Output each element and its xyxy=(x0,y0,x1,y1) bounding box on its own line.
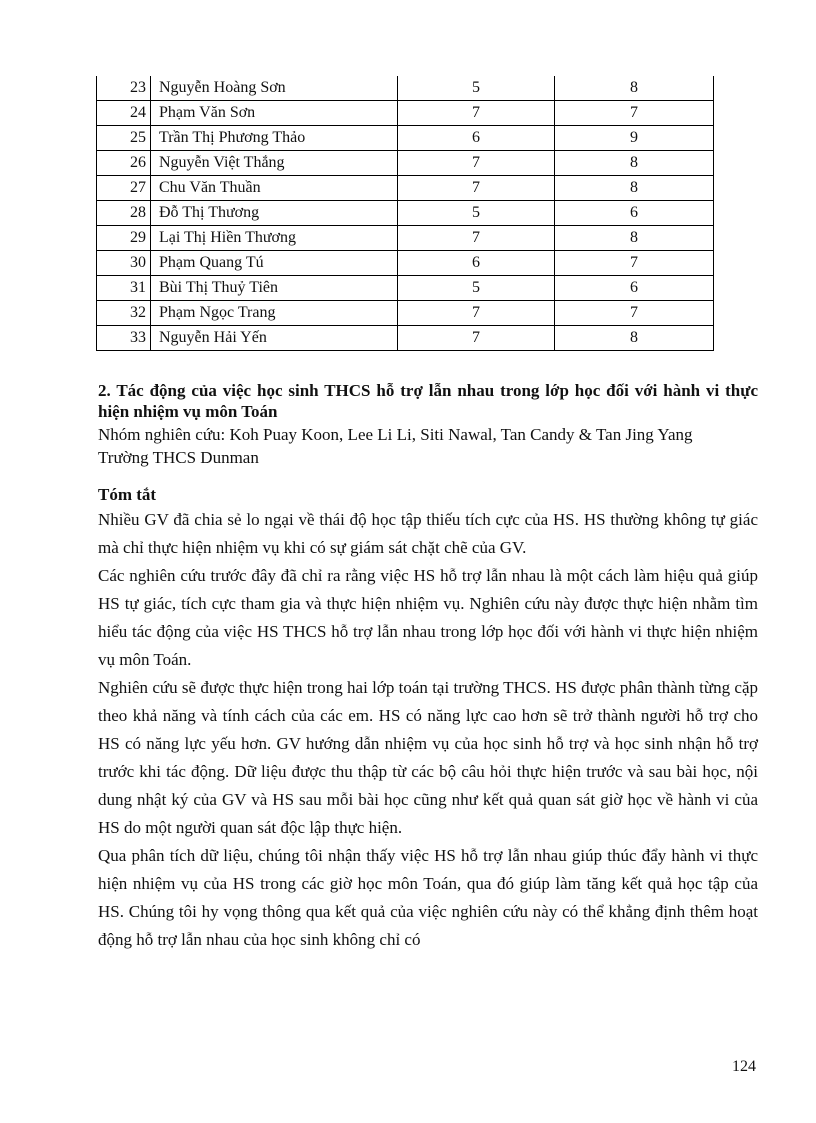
score-before: 5 xyxy=(398,276,555,301)
student-name: Nguyễn Việt Thắng xyxy=(151,151,398,176)
student-name: Phạm Quang Tú xyxy=(151,251,398,276)
student-name: Nguyễn Hải Yến xyxy=(151,326,398,351)
score-after: 7 xyxy=(555,251,714,276)
score-after: 7 xyxy=(555,101,714,126)
table-row xyxy=(97,276,714,301)
table-row xyxy=(97,101,714,126)
score-after: 8 xyxy=(555,176,714,201)
row-number: 29 xyxy=(97,226,151,251)
row-number: 26 xyxy=(97,151,151,176)
table-row xyxy=(97,326,714,351)
table-row xyxy=(97,251,714,276)
score-after: 8 xyxy=(555,226,714,251)
score-after: 8 xyxy=(555,76,714,101)
summary-paragraph: Nghiên cứu sẽ được thực hiện trong hai lớp toán tại trường THCS. HS được phân thành từng cặp theo khả năng và tính cách của các em. HS có năng lực cao hơn sẽ trở thành người hỗ trợ cho HS có năng lực yếu hơn. GV hướng dẫn nhiệm vụ của học sinh hỗ trợ và học sinh nhận hỗ trợ trước khi tác động. Dữ liệu được thu thập từ các bộ câu hỏi thực hiện trước và sau bài học, nội dung nhật ký của GV và HS sau mỗi bài học cũng như kết quả quan sát giờ học về hành vi của HS do một người quan sát độc lập thực hiện. xyxy=(98,678,758,837)
row-number: 32 xyxy=(97,301,151,326)
table-row xyxy=(97,126,714,151)
summary-paragraph: Các nghiên cứu trước đây đã chỉ ra rằng việc HS hỗ trợ lẫn nhau là một cách làm hiệu quả giúp HS tự giác, tích cực tham gia và thực hiện nhiệm vụ. Nghiên cứu này được thực hiện nhằm tìm hiểu tác động của việc HS THCS hỗ trợ lẫn nhau trong lớp học đối với hành vi thực hiện nhiệm vụ môn Toán. xyxy=(98,566,758,669)
table-row xyxy=(97,176,714,201)
score-after: 9 xyxy=(555,126,714,151)
row-number: 25 xyxy=(97,126,151,151)
student-name: Trần Thị Phương Thảo xyxy=(151,126,398,151)
summary-paragraph: Qua phân tích dữ liệu, chúng tôi nhận thấy việc HS hỗ trợ lẫn nhau giúp thúc đẩy hành vi thực hiện nhiệm vụ của HS trong các giờ học môn Toán, qua đó giúp làm tăng kết quả học tập của HS. Chúng tôi hy vọng thông qua kết quả của việc nghiên cứu này có thể khẳng định thêm hoạt động hỗ trợ lẫn nhau của học sinh không chỉ có xyxy=(98,846,758,949)
school-name: Trường THCS Dunman xyxy=(98,448,259,467)
score-table xyxy=(96,76,714,351)
score-after: 6 xyxy=(555,201,714,226)
section-content xyxy=(98,380,758,954)
score-before: 7 xyxy=(398,226,555,251)
summary-title: Tóm tắt xyxy=(98,485,157,504)
page-number: 124 xyxy=(732,1058,756,1075)
table-row xyxy=(97,76,714,101)
row-number: 24 xyxy=(97,101,151,126)
row-number: 27 xyxy=(97,176,151,201)
student-name: Phạm Văn Sơn xyxy=(151,101,398,126)
score-before: 7 xyxy=(398,151,555,176)
student-name: Lại Thị Hiền Thương xyxy=(151,226,398,251)
score-before: 7 xyxy=(398,101,555,126)
row-number: 30 xyxy=(97,251,151,276)
score-table-body xyxy=(97,76,714,351)
section-heading: 2. Tác động của việc học sinh THCS hỗ trợ lẫn nhau trong lớp học đối với hành vi thực hiện nhiệm vụ môn Toán xyxy=(98,381,758,421)
score-before: 6 xyxy=(398,251,555,276)
table-row xyxy=(97,301,714,326)
score-after: 6 xyxy=(555,276,714,301)
score-before: 7 xyxy=(398,301,555,326)
summary-paragraph: Nhiều GV đã chia sẻ lo ngại về thái độ học tập thiếu tích cực của HS. HS thường không tự giác mà chỉ thực hiện nhiệm vụ khi có sự giám sát chặt chẽ của GV. xyxy=(98,510,758,557)
student-name: Bùi Thị Thuỷ Tiên xyxy=(151,276,398,301)
student-name: Nguyễn Hoàng Sơn xyxy=(151,76,398,101)
student-name: Phạm Ngọc Trang xyxy=(151,301,398,326)
row-number: 28 xyxy=(97,201,151,226)
table-row xyxy=(97,226,714,251)
research-authors: Nhóm nghiên cứu: Koh Puay Koon, Lee Li Li, Siti Nawal, Tan Candy & Tan Jing Yang xyxy=(98,425,693,444)
student-name: Chu Văn Thuần xyxy=(151,176,398,201)
score-before: 6 xyxy=(398,126,555,151)
row-number: 33 xyxy=(97,326,151,351)
score-before: 5 xyxy=(398,76,555,101)
score-after: 7 xyxy=(555,301,714,326)
student-name: Đỗ Thị Thương xyxy=(151,201,398,226)
row-number: 31 xyxy=(97,276,151,301)
row-number: 23 xyxy=(97,76,151,101)
table-row xyxy=(97,201,714,226)
score-after: 8 xyxy=(555,151,714,176)
score-before: 7 xyxy=(398,176,555,201)
score-after: 8 xyxy=(555,326,714,351)
score-before: 5 xyxy=(398,201,555,226)
score-before: 7 xyxy=(398,326,555,351)
table-row xyxy=(97,151,714,176)
